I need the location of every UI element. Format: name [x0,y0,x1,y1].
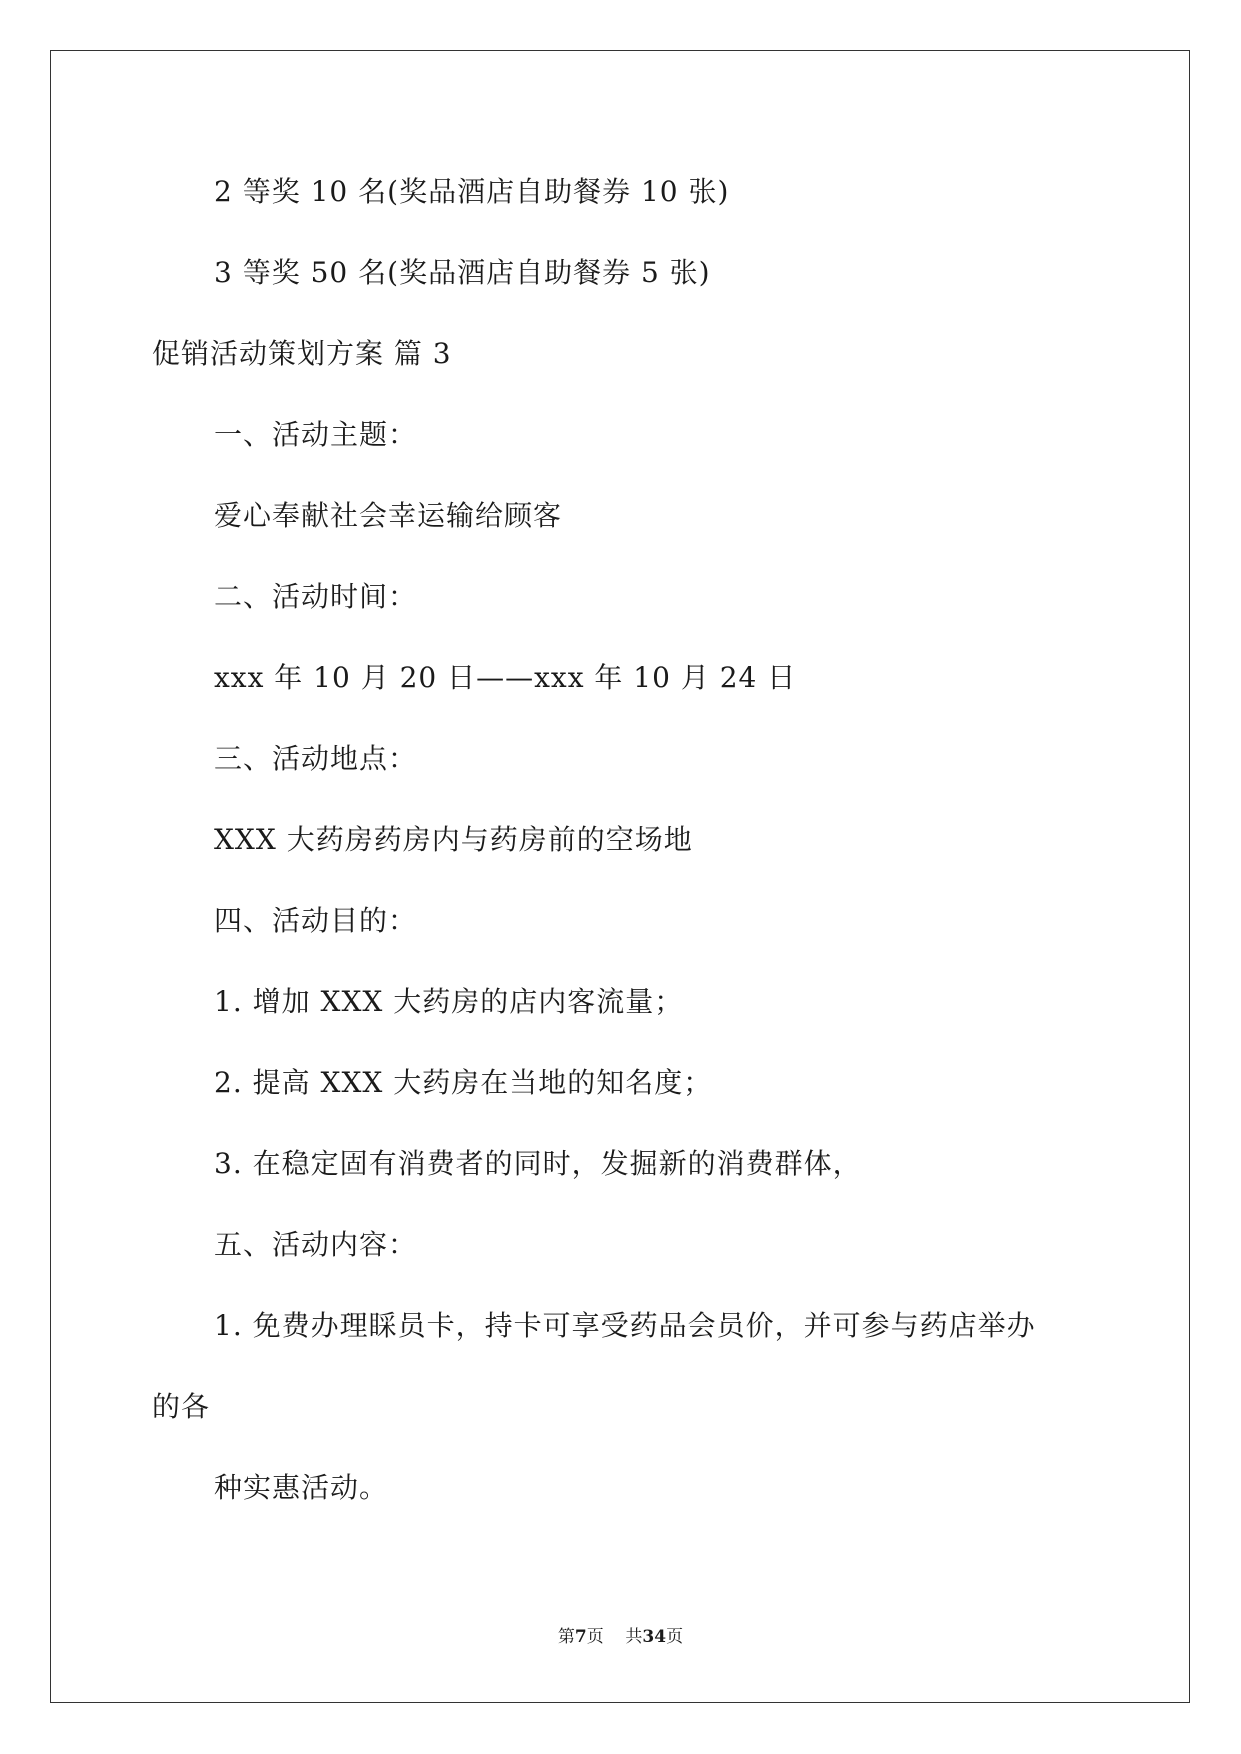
content-item-1-continued: 的各 [152,1390,211,1423]
footer-total-pages: 34 [642,1627,667,1647]
heading-location: 三、活动地点： [214,742,418,775]
page-footer [0,1625,1241,1649]
purpose-item-2: 2. 提高 XXX 大药房在当地的知名度； [214,1066,713,1099]
heading-content: 五、活动内容： [214,1228,418,1261]
heading-time: 二、活动时间： [214,580,418,613]
content-item-1: 1. 免费办理睬员卡，持卡可享受药品会员价，并可参与药店举办 [214,1309,1036,1342]
content-item-1-end: 种实惠活动。 [214,1471,389,1504]
footer-mid: 页 共 [586,1627,643,1647]
section-heading: 促销活动策划方案 篇 3 [152,337,452,370]
prize-line-2: 2 等奖 10 名(奖品酒店自助餐券 10 张) [214,175,730,208]
heading-purpose: 四、活动目的： [214,904,418,937]
purpose-item-1: 1. 增加 XXX 大药房的店内客流量； [214,985,684,1018]
prize-line-3: 3 等奖 50 名(奖品酒店自助餐券 5 张) [214,256,711,289]
location-text: XXX 大药房药房内与药房前的空场地 [214,823,693,856]
page-frame [50,50,1190,1703]
footer-prefix: 第 [557,1627,575,1647]
purpose-item-3: 3. 在稳定固有消费者的同时，发掘新的消费群体， [214,1147,862,1180]
footer-current-page: 7 [574,1627,587,1647]
heading-theme: 一、活动主题： [214,418,418,451]
time-text: xxx 年 10 月 20 日——xxx 年 10 月 24 日 [214,661,797,694]
theme-text: 爱心奉献社会幸运输给顾客 [214,499,563,532]
footer-suffix: 页 [666,1627,684,1647]
